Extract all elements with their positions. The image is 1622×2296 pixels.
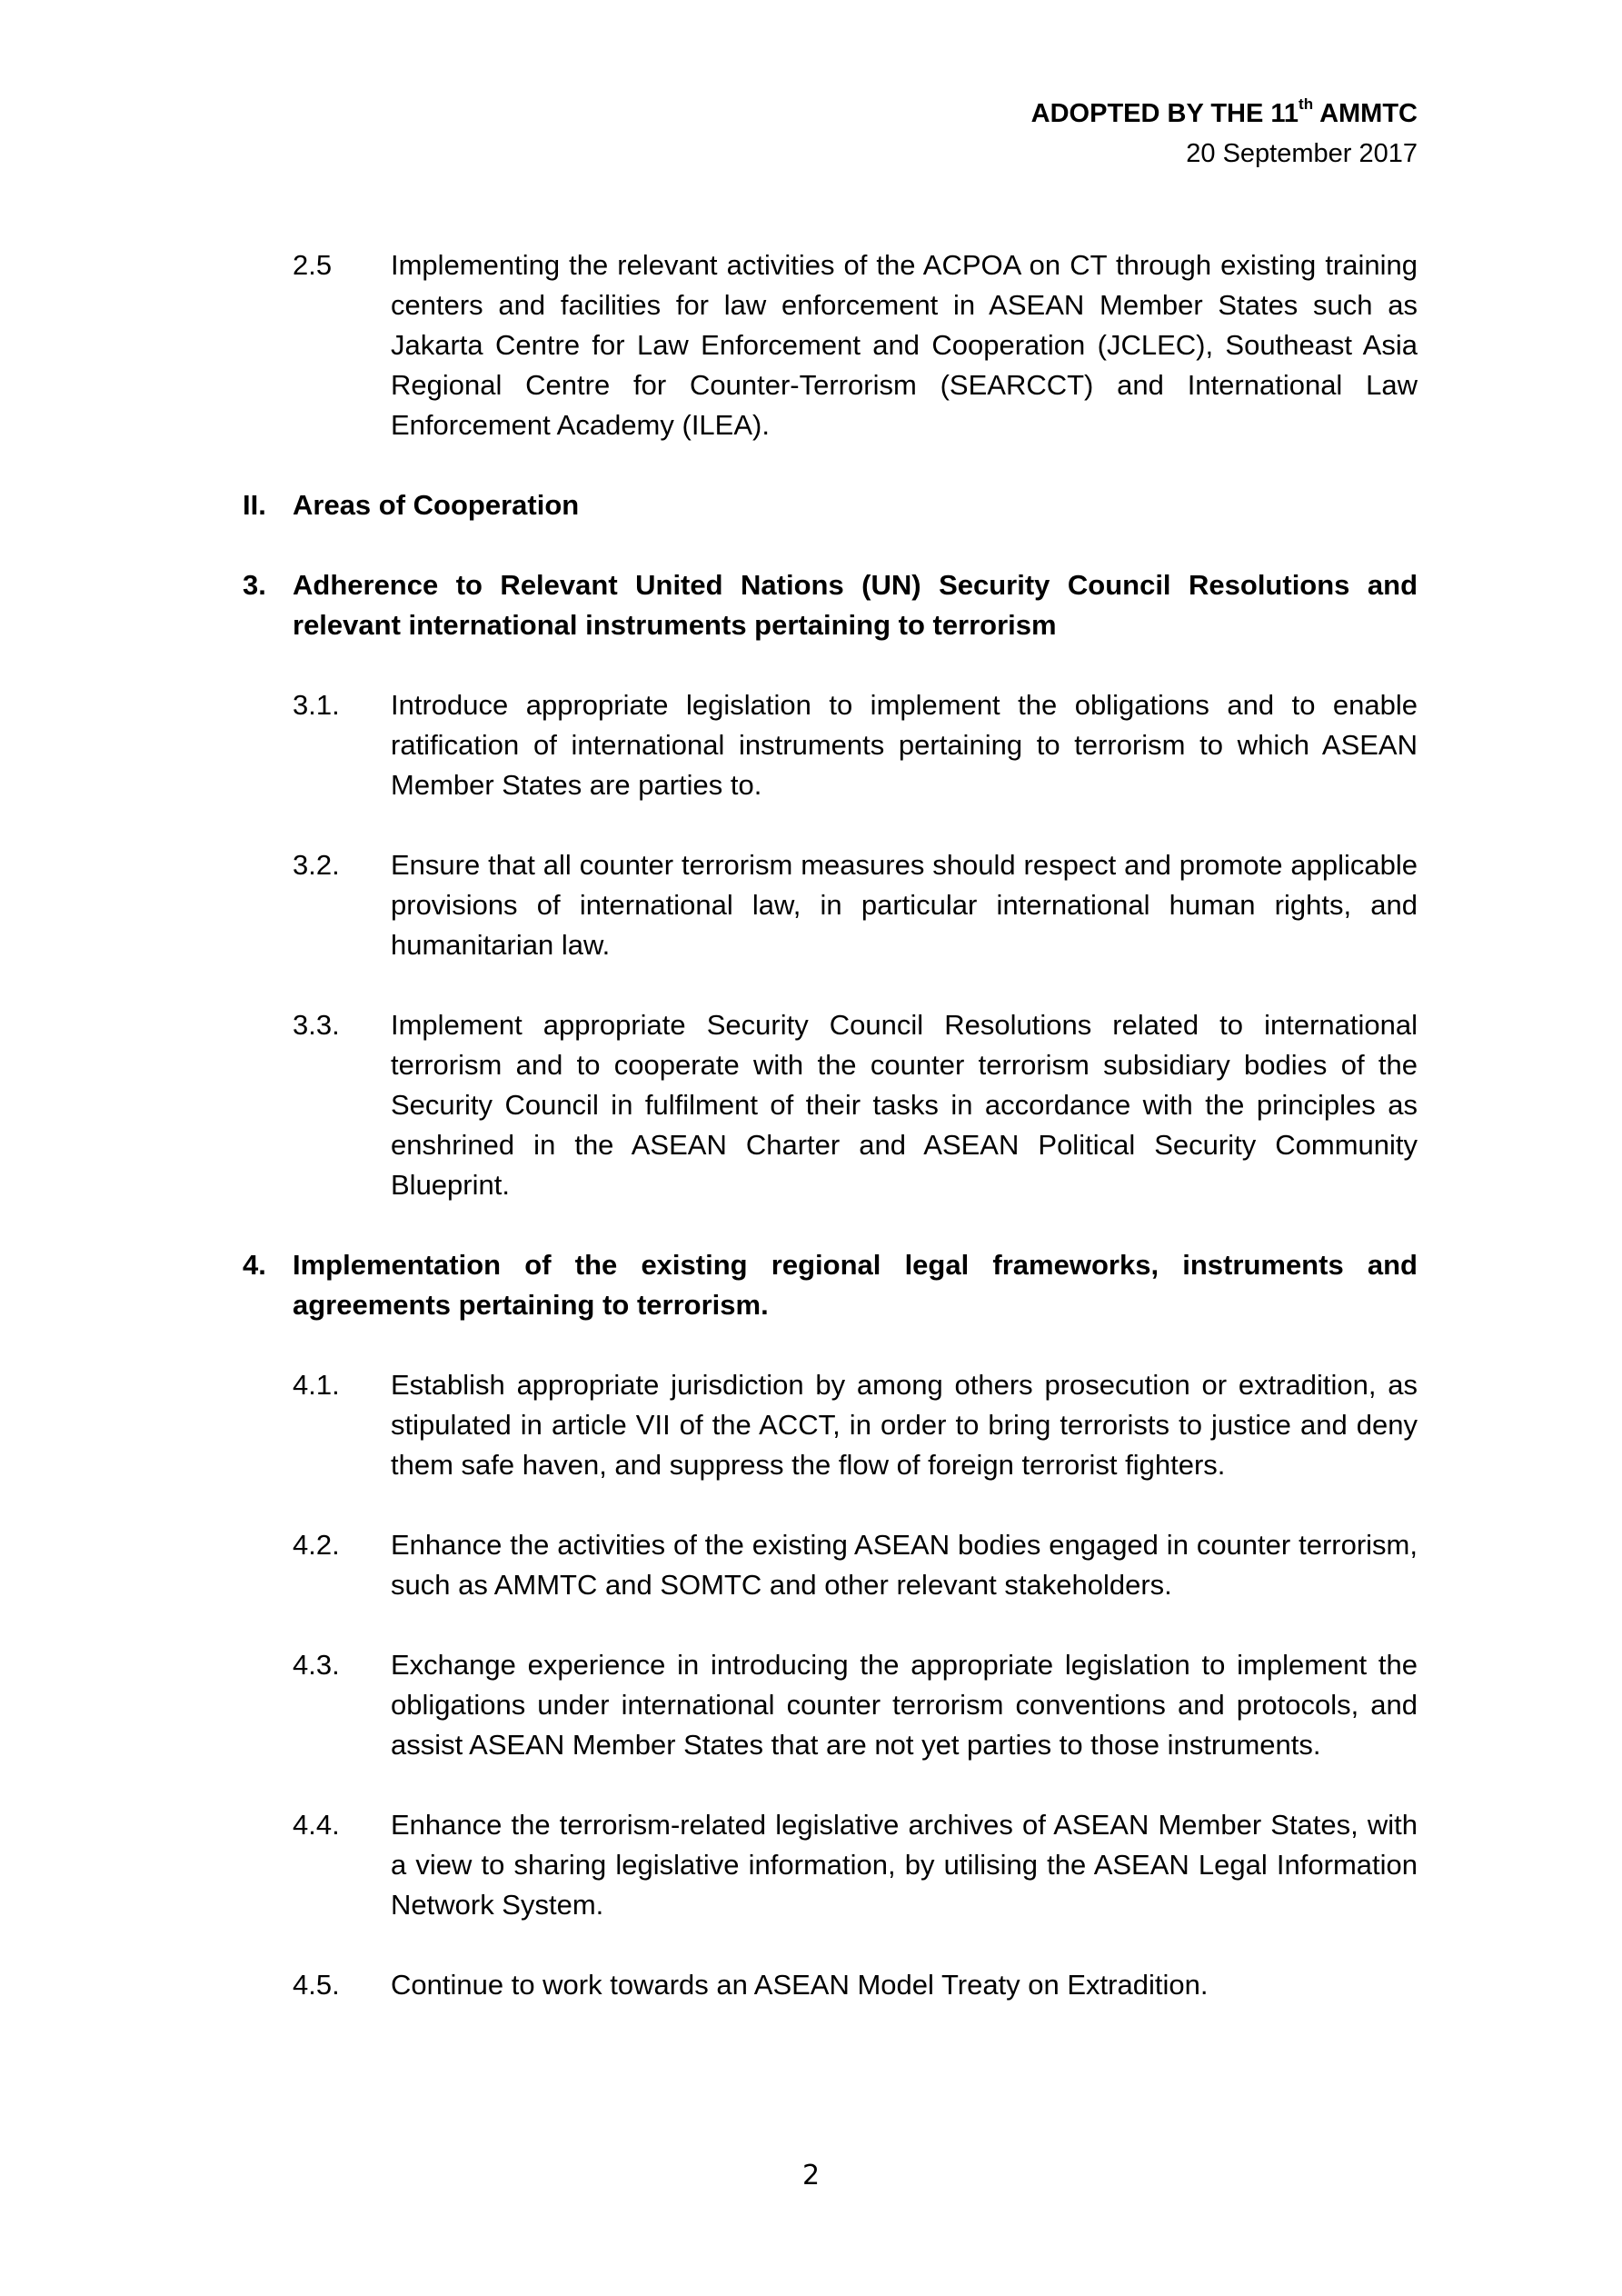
clause-number: 4.4. — [293, 1809, 340, 1841]
clause-number: 3.3. — [293, 1009, 340, 1041]
adoption-suffix: AMMTC — [1313, 99, 1418, 128]
section-title: Areas of Cooperation — [293, 489, 580, 521]
clause-text: Implement appropriate Security Council Resolutions related to international terrorism and to cooperate with the counter terrorism subsidiary bodies of the Security Council in fulfilment of their tasks in accordance with the principles as enshrined in the ASEAN Charter and ASEAN Political Security Community Blueprint. — [391, 1009, 1418, 1201]
clause-number: 4.3. — [293, 1649, 340, 1681]
clause-number: 4.5. — [293, 1969, 340, 2001]
clause-4-1 — [243, 1365, 1418, 1485]
clause-number: 4.1. — [293, 1369, 340, 1401]
clause-text: Introduce appropriate legislation to implement the obligations and to enable ratification of international instruments pertaining to terrorism to which ASEAN Member States are parties to. — [391, 689, 1418, 801]
adoption-date: 20 September 2017 — [1186, 139, 1418, 168]
clause-3-3 — [243, 1005, 1418, 1205]
clause-text: Ensure that all counter terrorism measures should respect and promote applicable provisions of international law, in particular international human rights, and humanitarian law. — [391, 849, 1418, 961]
clause-number: 2.5 — [293, 249, 333, 281]
clause-4-5 — [243, 1965, 1418, 2005]
clause-4-3 — [243, 1645, 1418, 1765]
clause-number: 3.1. — [293, 689, 340, 721]
clause-3-1 — [243, 685, 1418, 805]
clause-text: Enhance the terrorism-related legislative archives of ASEAN Member States, with a view to sharing legislative information, by utilising the ASEAN Legal Information Network System. — [391, 1809, 1418, 1921]
clause-text: Continue to work towards an ASEAN Model Treaty on Extradition. — [391, 1969, 1209, 2001]
section-number: 4. — [243, 1249, 266, 1281]
adoption-notice — [1031, 94, 1418, 134]
clause-4-2 — [243, 1525, 1418, 1605]
document-header — [1031, 94, 1418, 174]
section-number: II. — [243, 489, 266, 521]
clause-text: Exchange experience in introducing the appropriate legislation to implement the obligations under international counter terrorism conventions and protocols, and assist ASEAN Member States that are not yet parties to those instruments. — [391, 1649, 1418, 1761]
section-number: 3. — [243, 569, 266, 601]
section-4-heading — [243, 1245, 1418, 1325]
clause-2-5 — [243, 245, 1418, 445]
clause-3-2 — [243, 845, 1418, 965]
adoption-prefix: ADOPTED BY THE 11 — [1030, 99, 1299, 128]
clause-text: Establish appropriate jurisdiction by among others prosecution or extradition, as stipulated in article VII of the ACCT, in order to bring terrorists to justice and deny them safe haven, and suppress the flow of foreign terrorist fighters. — [391, 1369, 1418, 1481]
clause-number: 3.2. — [293, 849, 340, 881]
document-body — [243, 245, 1418, 2005]
section-title: Adherence to Relevant United Nations (UN) Security Council Resolutions and relevant international instruments pertaining to terrorism — [293, 569, 1418, 641]
clause-number: 4.2. — [293, 1529, 340, 1561]
page-number: 2 — [801, 2160, 821, 2191]
adoption-ordinal-suffix: th — [1299, 95, 1314, 114]
section-title: Implementation of the existing regional legal frameworks, instruments and agreements pertaining to terrorism. — [293, 1249, 1418, 1321]
section-II-heading — [243, 485, 1418, 525]
clause-4-4 — [243, 1805, 1418, 1925]
clause-text: Implementing the relevant activities of the ACPOA on CT through existing training centers and facilities for law enforcement in ASEAN Member States such as Jakarta Centre for Law Enforcement and Cooperation (JCLEC), Southeast Asia Regional Centre for Counter-Terrorism (SEARCCT) and International Law Enforcement Academy (ILEA). — [391, 249, 1418, 441]
section-3-heading — [243, 565, 1418, 645]
clause-text: Enhance the activities of the existing ASEAN bodies engaged in counter terrorism, such as AMMTC and SOMTC and other relevant stakeholders. — [391, 1529, 1418, 1601]
